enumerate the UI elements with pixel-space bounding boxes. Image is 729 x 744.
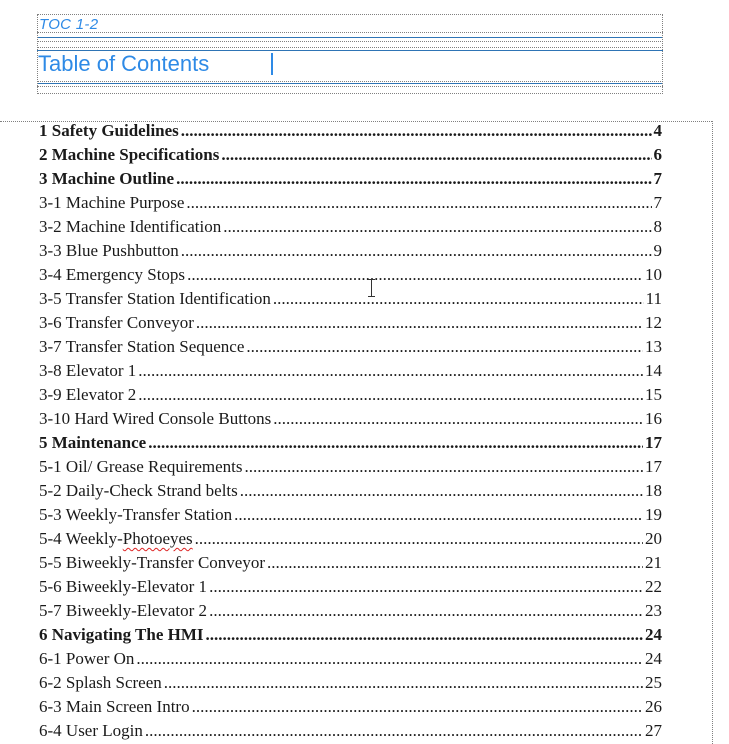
toc-entry[interactable] [39,119,662,143]
toc-entry-label: 5-7 Biweekly-Elevator 2 [39,601,208,620]
toc-entry-page: 26 [645,697,662,716]
dot-leader [195,527,643,551]
toc-entry-label: 5 Maintenance [39,433,147,452]
toc-entry-page: 27 [645,721,662,740]
dot-leader [246,335,643,359]
toc-entry-page: 4 [653,121,662,140]
toc-entry-label: 5-1 Oil/ Grease Requirements [39,457,243,476]
toc-entry-page: 12 [645,313,662,332]
toc-entry-label: 3-4 Emergency Stops [39,265,186,284]
toc-entry[interactable] [39,263,662,287]
dot-leader [209,575,643,599]
toc-entry-page: 16 [645,409,662,428]
toc-entry-page: 20 [645,529,662,548]
ibeam-cursor-icon [368,279,375,297]
toc-entry-page: 17 [645,457,662,476]
toc-entry[interactable] [39,479,662,503]
toc-entry-label: 6-4 User Login [39,721,143,740]
toc-entry-label: 5-6 Biweekly-Elevator 1 [39,577,208,596]
toc-entry[interactable] [39,599,662,623]
toc-entry-page: 8 [653,217,662,236]
toc-entry-label: 3-10 Hard Wired Console Buttons [39,409,272,428]
toc-field-tag: TOC 1-2 [39,16,99,33]
dot-leader [223,215,651,239]
toc-entry-label: 5-2 Daily-Check Strand belts [39,481,238,500]
toc-entry-page: 24 [645,649,662,668]
toc-entry-page: 7 [653,193,662,212]
toc-entry-label: 1 Safety Guidelines [39,121,179,140]
toc-entry-label: 3-2 Machine Identification [39,217,222,236]
toc-entry-label: 3-8 Elevator 1 [39,361,137,380]
dot-leader [234,503,643,527]
dot-leader [148,431,643,455]
toc-entry[interactable] [39,431,662,455]
toc-entry[interactable] [39,191,662,215]
toc-entry[interactable] [39,695,662,719]
toc-entry-label: 3 Machine Outline [39,169,175,188]
toc-entry-page: 6 [653,145,662,164]
toc-entry-page: 25 [645,673,662,692]
toc-entry[interactable] [39,143,662,167]
toc-entry[interactable] [39,383,662,407]
dot-leader [273,287,644,311]
text-caret [271,53,273,75]
dot-leader [138,359,643,383]
toc-entry-label: 3-6 Transfer Conveyor [39,313,194,332]
toc-entry-label: 6-3 Main Screen Intro [39,697,190,716]
dot-leader [176,167,651,191]
toc-entry-page: 15 [645,385,662,404]
toc-entry-page: 21 [645,553,662,572]
dot-leader [138,383,643,407]
dot-leader [273,407,643,431]
spelling-error-word[interactable]: Photoeyes [122,529,193,548]
toc-entry-label: 5-5 Biweekly-Transfer Conveyor [39,553,265,572]
toc-entry-page: 22 [645,577,662,596]
toc-entry-label: 3-5 Transfer Station Identification [39,289,271,308]
dot-leader [244,455,643,479]
toc-entry-page: 9 [653,241,662,260]
toc-entry[interactable] [39,719,662,743]
toc-entry[interactable] [39,287,662,311]
toc-entry[interactable] [39,623,662,647]
toc-entry[interactable] [39,407,662,431]
toc-entry[interactable] [39,167,662,191]
toc-entry-page: 14 [645,361,662,380]
toc-entry-page: 23 [645,601,662,620]
dot-leader [240,479,643,503]
toc-entry-label: 5-4 Weekly-Photoeyes [39,529,193,548]
toc-entry[interactable] [39,503,662,527]
toc-entry[interactable] [39,335,662,359]
dot-leader [186,191,651,215]
toc-entry-page: 24 [645,625,662,644]
toc-entry-label: 5-3 Weekly-Transfer Station [39,505,233,524]
dot-leader [196,311,643,335]
dot-leader [187,263,643,287]
toc-entry-label: 6-2 Splash Screen [39,673,162,692]
toc-entry-page: 11 [645,289,662,308]
dot-leader [164,671,643,695]
toc-entry[interactable] [39,455,662,479]
toc-heading[interactable]: Table of Contents [38,51,210,76]
toc-entry-page: 7 [653,169,662,188]
dot-leader [181,119,652,143]
dot-leader [267,551,643,575]
toc-entry[interactable] [39,551,662,575]
toc-list [39,119,662,743]
toc-entry-label: 6-1 Power On [39,649,135,668]
dot-leader [136,647,643,671]
dot-leader [145,719,643,743]
toc-entry[interactable] [39,239,662,263]
toc-entry-label: 6 Navigating The HMI [39,625,204,644]
toc-entry-label: 3-9 Elevator 2 [39,385,137,404]
toc-entry-label: 2 Machine Specifications [39,145,220,164]
toc-entry[interactable] [39,575,662,599]
toc-entry[interactable] [39,359,662,383]
dot-leader [181,239,652,263]
toc-entry-label: 3-3 Blue Pushbutton [39,241,179,260]
toc-entry[interactable] [39,527,662,551]
dot-leader [206,623,643,647]
dot-leader [192,695,643,719]
dot-leader [221,143,651,167]
toc-entry-label: 3-7 Transfer Station Sequence [39,337,245,356]
toc-header-frame [37,14,663,94]
toc-entry-page: 10 [645,265,662,284]
toc-entry-page: 17 [645,433,662,452]
page-margin-line [712,121,713,744]
toc-entry[interactable] [39,671,662,695]
toc-entry[interactable] [39,647,662,671]
toc-entry-label: 3-1 Machine Purpose [39,193,185,212]
toc-entry-page: 19 [645,505,662,524]
toc-entry[interactable] [39,215,662,239]
dot-leader [209,599,643,623]
toc-entry[interactable] [39,311,662,335]
toc-entry-page: 18 [645,481,662,500]
toc-entry-page: 13 [645,337,662,356]
